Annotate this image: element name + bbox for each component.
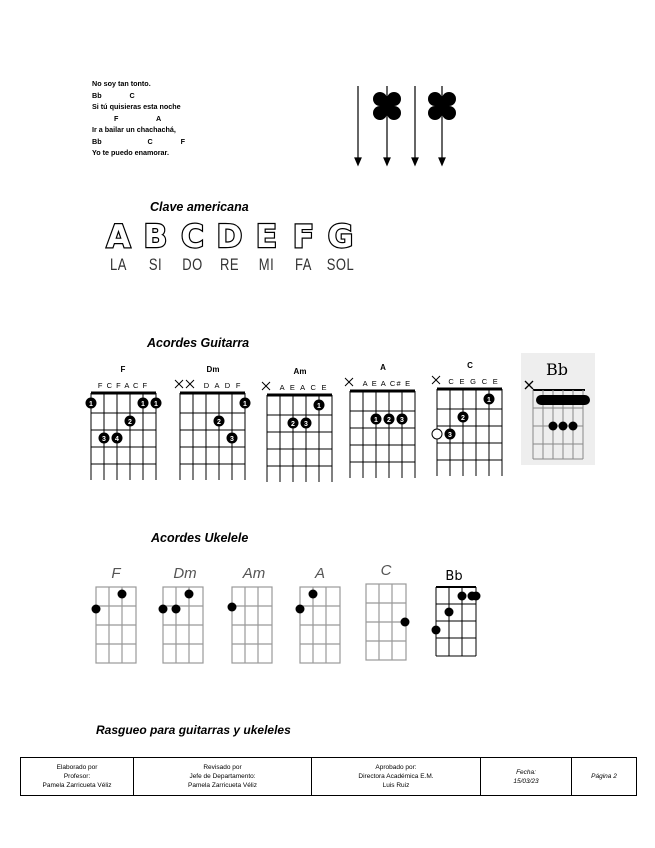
- ukulele-chord-dm: [155, 563, 215, 665]
- clave-title: Clave americana: [150, 200, 249, 214]
- mute-icon: [432, 376, 440, 384]
- footer-label: Revisado por: [203, 764, 242, 771]
- guitar-chord-bb: [521, 353, 595, 465]
- clave-note: SI: [148, 255, 163, 274]
- lyric-line: Bb C F: [92, 136, 186, 146]
- page-number: Página 2: [591, 773, 617, 780]
- finger-number: 3: [304, 421, 308, 428]
- finger-number: 4: [115, 436, 119, 443]
- finger-number: 3: [448, 432, 452, 439]
- footer-aprobado: [312, 758, 481, 795]
- clave-letter: B: [143, 219, 168, 255]
- finger-number: 1: [89, 401, 93, 408]
- clave-note: MI: [258, 255, 275, 274]
- chord-name: Bb: [445, 569, 463, 584]
- barre-bar: [536, 395, 590, 405]
- clave-letter: D: [216, 219, 243, 255]
- mute-icon: [175, 380, 194, 388]
- ukulele-title: Acordes Ukelele: [151, 531, 249, 545]
- chord-strings: F C F A C F: [97, 381, 149, 390]
- footer-role: Profesor:: [63, 773, 91, 780]
- footer-label: Aprobado por:: [375, 764, 417, 771]
- footer-fecha: [481, 758, 572, 795]
- chord-name: Bb: [546, 360, 568, 379]
- clave-note: RE: [219, 255, 240, 274]
- mute-icon: [345, 378, 353, 386]
- finger-number: 2: [291, 421, 295, 428]
- chord-name: A: [380, 363, 386, 372]
- ukulele-chord-f: [88, 563, 148, 665]
- footer-role: Directora Académica E.M.: [358, 773, 434, 780]
- chord-name: C: [467, 361, 473, 370]
- chord-strings: C E G C E: [448, 377, 500, 386]
- finger-number: 3: [102, 436, 106, 443]
- guitar-chord-dm: [173, 362, 255, 482]
- ukulele-chord-am: [224, 563, 284, 665]
- finger-number: 1: [374, 417, 378, 424]
- guitar-chord-a: [343, 360, 425, 480]
- finger-number: 1: [487, 397, 491, 404]
- ukulele-chord-a: [292, 563, 352, 665]
- clave-notes: [100, 257, 359, 272]
- finger-number: 2: [387, 417, 391, 424]
- footer-revisado: [134, 758, 312, 795]
- strumming-title: Rasgueo para guitarras y ukeleles: [96, 723, 291, 737]
- chord-name: F: [111, 565, 121, 582]
- clave-note: SOL: [326, 255, 355, 274]
- clave-letter: E: [255, 219, 278, 255]
- chord-name: Dm: [206, 365, 220, 374]
- finger-number: 2: [128, 419, 132, 426]
- open-bass-icon: [432, 429, 442, 439]
- guitar-chord-c: [430, 358, 512, 480]
- clave-letter: G: [327, 219, 354, 255]
- finger-number: 3: [400, 417, 404, 424]
- lyric-line: No soy tan tonto.: [92, 79, 151, 88]
- footer-label: Fecha:: [516, 768, 536, 776]
- finger-number: 1: [141, 401, 145, 408]
- chord-name: Am: [293, 367, 307, 376]
- clave-note: LA: [110, 255, 127, 274]
- mute-icon: [262, 382, 270, 390]
- chord-name: Am: [242, 565, 266, 582]
- finger-number: 2: [217, 419, 221, 426]
- guitar-chord-am: [260, 364, 342, 484]
- clave-note: DO: [182, 255, 203, 274]
- lyric-line: Bb C: [92, 90, 135, 100]
- clave-letter: A: [106, 219, 131, 255]
- footer-date: 15/03/23: [513, 777, 539, 785]
- footer-name: Pamela Zarricueta Véliz: [42, 782, 112, 789]
- chord-strings: D A D F: [203, 381, 243, 390]
- lyric-line: F A: [92, 113, 162, 123]
- lyric-line: Ir a bailar un chachachá,: [92, 125, 176, 134]
- approval-footer-table: [20, 757, 637, 796]
- footer-name: Pamela Zarricueta Véliz: [188, 782, 257, 789]
- clave-letter: F: [292, 219, 315, 255]
- guitar-title: Acordes Guitarra: [147, 336, 250, 350]
- guitar-chord-f: [85, 362, 165, 482]
- lyrics-block: [92, 78, 185, 159]
- chord-name: A: [314, 565, 326, 582]
- finger-number: 3: [230, 436, 234, 443]
- finger-number: 2: [461, 415, 465, 422]
- chord-name: C: [380, 562, 392, 579]
- lyric-line: Si tú quisieras esta noche: [92, 102, 181, 111]
- footer-name: Luis Ruiz: [382, 782, 410, 789]
- clave-letter: C: [181, 219, 204, 255]
- ukulele-chord-c: [358, 560, 418, 662]
- clave-note: FA: [295, 255, 312, 274]
- lyric-line: Yo te puedo enamorar.: [92, 148, 169, 157]
- finger-number: 1: [154, 401, 158, 408]
- finger-number: 1: [317, 403, 321, 410]
- clave-letters: [100, 219, 359, 255]
- strum-arrows-graphic: [350, 84, 460, 169]
- footer-elaborado: [21, 758, 134, 795]
- chord-name: Dm: [173, 565, 197, 582]
- footer-role: Jefe de Departamento:: [189, 773, 256, 780]
- footer-pagina: [572, 758, 636, 795]
- footer-label: Elaborado por: [56, 764, 98, 771]
- chord-strings: A E A C# E: [362, 379, 412, 388]
- ukulele-chord-bb: [428, 566, 488, 662]
- chord-strings: A E A C E: [279, 383, 329, 392]
- chord-name: F: [120, 365, 126, 374]
- finger-number: 1: [243, 401, 247, 408]
